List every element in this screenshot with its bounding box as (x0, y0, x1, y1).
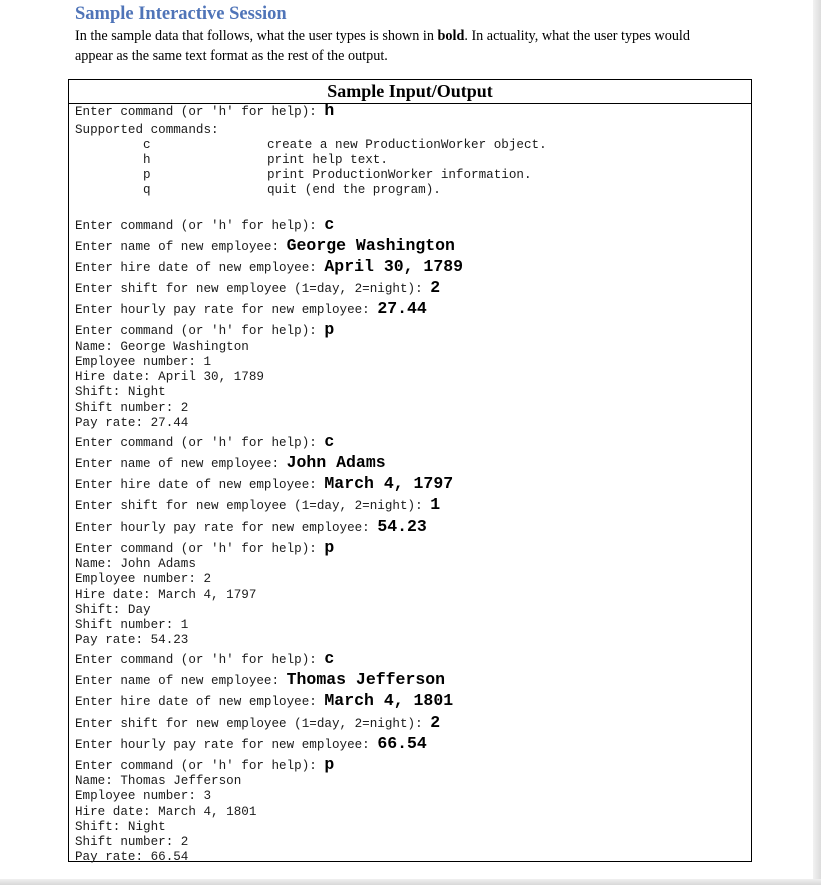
command-prompt-line (75, 540, 334, 557)
user-input: March 4, 1797 (324, 474, 454, 493)
command-prompt-line (75, 217, 334, 234)
output-line: Pay rate: 66.54 (75, 850, 189, 864)
output-line: Hire date: March 4, 1801 (75, 805, 257, 819)
output-line: Shift number: 1 (75, 618, 189, 632)
shift-prompt-line (75, 280, 440, 297)
command-key: h (143, 153, 151, 167)
user-input: 1 (430, 495, 441, 514)
rate-prompt-line (75, 736, 427, 753)
user-input: 27.44 (377, 299, 427, 318)
command-description: create a new ProductionWorker object. (267, 138, 547, 152)
name-prompt-line (75, 238, 455, 255)
prompt-text: Enter hire date of new employee: (75, 478, 325, 492)
prompt-text: Enter command (or 'h' for help): (75, 542, 325, 556)
command-key: q (143, 183, 151, 197)
page-edge-shadow (813, 0, 821, 885)
intro-paragraph (75, 27, 735, 66)
shift-prompt-line (75, 497, 440, 514)
output-line: Employee number: 2 (75, 572, 212, 586)
user-input: Thomas Jefferson (286, 670, 446, 689)
command-prompt-line (75, 322, 334, 339)
command-prompt-line (75, 434, 334, 451)
command-key: p (143, 168, 151, 182)
prompt-text: Enter name of new employee: (75, 674, 287, 688)
command-prompt-line (75, 757, 334, 774)
command-description: print help text. (267, 153, 388, 167)
prompt-text: Enter shift for new employee (1=day, 2=night): (75, 499, 431, 513)
user-input: April 30, 1789 (324, 257, 464, 276)
prompt-text: Enter command (or 'h' for help): (75, 219, 325, 233)
rate-prompt-line (75, 519, 427, 536)
user-input: c (324, 649, 335, 668)
output-line: Name: George Washington (75, 340, 249, 354)
prompt-text: Enter command (or 'h' for help): (75, 759, 325, 773)
intro-line-2: appear as the same text format as the rest of the output. (75, 47, 388, 64)
help-prompt-line (75, 103, 334, 120)
user-input: c (324, 432, 335, 451)
command-key: c (143, 138, 151, 152)
hire-prompt-line (75, 693, 453, 710)
user-input: 2 (430, 278, 441, 297)
user-input: p (324, 320, 335, 339)
output-line: Pay rate: 27.44 (75, 416, 189, 430)
name-prompt-line (75, 672, 445, 689)
prompt-text: Enter hourly pay rate for new employee: (75, 521, 378, 535)
section-heading: Sample Interactive Session (75, 4, 287, 24)
user-input: h (324, 101, 335, 120)
user-input: George Washington (286, 236, 455, 255)
user-input: c (324, 215, 335, 234)
intro-line-1 (75, 27, 735, 47)
name-prompt-line (75, 455, 386, 472)
prompt-text: Enter shift for new employee (1=day, 2=night): (75, 717, 431, 731)
prompt-text: Enter hire date of new employee: (75, 695, 325, 709)
hire-prompt-line (75, 476, 453, 493)
user-input: 66.54 (377, 734, 427, 753)
user-input: 54.23 (377, 517, 427, 536)
rate-prompt-line (75, 301, 427, 318)
output-line: Shift: Day (75, 603, 151, 617)
shift-prompt-line (75, 715, 440, 732)
supported-commands-label: Supported commands: (75, 123, 219, 137)
intro-bold-word: bold (437, 28, 465, 44)
prompt-text: Enter command (or 'h' for help): (75, 324, 325, 338)
user-input: March 4, 1801 (324, 691, 454, 710)
intro-text-2: . In actuality, what the user types would (464, 28, 690, 44)
prompt-text: Enter command (or 'h' for help): (75, 105, 325, 119)
output-line: Employee number: 3 (75, 789, 212, 803)
user-input: p (324, 538, 335, 557)
intro-text-1: In the sample data that follows, what the user types is shown in (75, 28, 438, 44)
output-line: Shift number: 2 (75, 835, 189, 849)
output-line: Name: Thomas Jefferson (75, 774, 242, 788)
output-line: Hire date: April 30, 1789 (75, 370, 264, 384)
user-input: p (324, 755, 335, 774)
prompt-text: Enter hourly pay rate for new employee: (75, 738, 378, 752)
user-input: John Adams (286, 453, 386, 472)
box-title: Sample Input/Output (69, 80, 751, 104)
output-line: Shift number: 2 (75, 401, 189, 415)
prompt-text: Enter hourly pay rate for new employee: (75, 303, 378, 317)
output-line: Employee number: 1 (75, 355, 212, 369)
output-line: Name: John Adams (75, 557, 196, 571)
prompt-text: Enter name of new employee: (75, 240, 287, 254)
prompt-text: Enter name of new employee: (75, 457, 287, 471)
output-line: Hire date: March 4, 1797 (75, 588, 257, 602)
output-line: Shift: Night (75, 385, 166, 399)
command-description: quit (end the program). (267, 183, 441, 197)
output-line: Pay rate: 54.23 (75, 633, 189, 647)
prompt-text: Enter command (or 'h' for help): (75, 653, 325, 667)
command-description: print ProductionWorker information. (267, 168, 532, 182)
page-bottom-shadow (0, 879, 821, 885)
hire-prompt-line (75, 259, 463, 276)
user-input: 2 (430, 713, 441, 732)
output-line: Shift: Night (75, 820, 166, 834)
prompt-text: Enter shift for new employee (1=day, 2=night): (75, 282, 431, 296)
command-prompt-line (75, 651, 334, 668)
prompt-text: Enter hire date of new employee: (75, 261, 325, 275)
prompt-text: Enter command (or 'h' for help): (75, 436, 325, 450)
